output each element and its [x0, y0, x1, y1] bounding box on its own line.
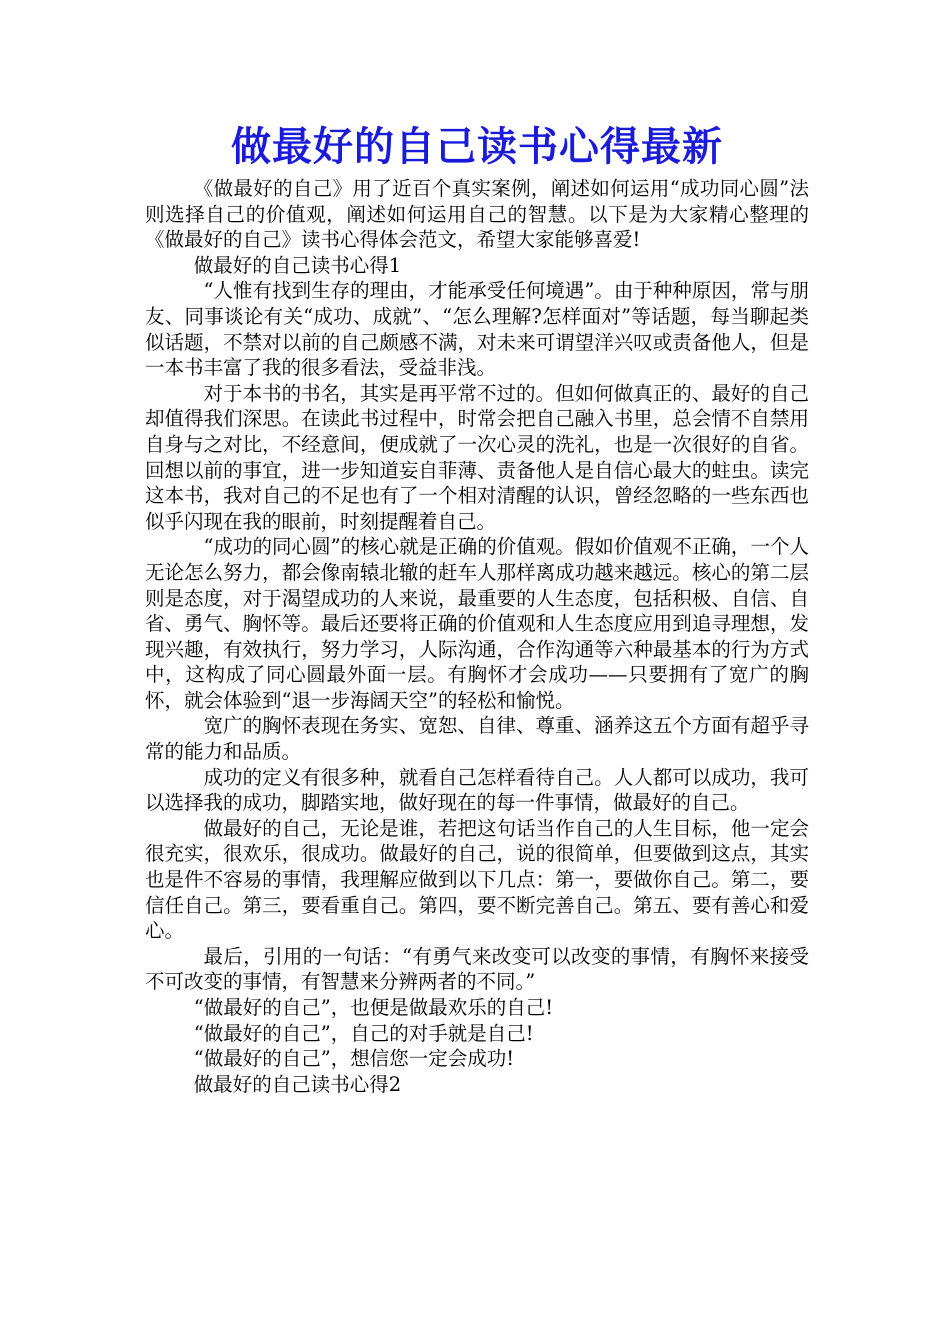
paragraph: 做最好的自己，无论是谁，若把这句话当作自己的人生目标，他一定会很充实，很欢乐，很成功。做最好的自己，说的很简单，但要做到这点，其实也是件不容易的事情，我理解应做到以下几点：第一，要做你自己。第二，要信任自己。第三，要看重自己。第四，要不断完善自己。第五、要有善心和爱心。: [145, 816, 809, 943]
document-page: [145, 118, 809, 1097]
section-heading-1: 做最好的自己读书心得1: [193, 253, 402, 277]
paragraph: 最后，引用的一句话：“有勇气来改变可以改变的事情，有胸怀来接受不可改变的事情，有智慧来分辨两者的不同。”: [145, 944, 809, 994]
section-heading-2: 做最好的自己读书心得2: [193, 1072, 402, 1096]
document-body: [145, 176, 809, 1097]
paragraph: “人惟有找到生存的理由，才能承受任何境遇”。由于种种原因，常与朋友、同事谈论有关“成功、成就”、“怎么理解?怎样面对”等话题，每当聊起类似话题，不禁对以前的自己颇感不满，对未来可谓望洋兴叹或责备他人，但是一本书丰富了我的很多看法，受益非浅。: [145, 279, 809, 380]
paragraph: 对于本书的书名，其实是再平常不过的。但如何做真正的、最好的自己却值得我们深思。在读此书过程中，时常会把自己融入书里，总会情不自禁用自身与之对比，不经意间，便成就了一次心灵的洗礼，也是一次很好的自省。回想以前的事宜，进一步知道妄自菲薄、责备他人是自信心最大的蛀虫。读完这本书，我对自己的不足也有了一个相对清醒的认识，曾经忽略的一些东西也似乎闪现在我的眼前，时刻提醒着自己。: [145, 381, 809, 533]
paragraph: 成功的定义有很多种，就看自己怎样看待自己。人人都可以成功，我可以选择我的成功，脚踏实地，做好现在的每一件事情，做最好的自己。: [145, 765, 809, 815]
quote-line: “做最好的自己”，想信您一定会成功!: [193, 1047, 515, 1071]
quote-line: “做最好的自己”，自己的对手就是自己!: [193, 1021, 534, 1045]
document-title: 做最好的自己读书心得最新: [231, 124, 723, 170]
paragraph: “成功的同心圆”的核心就是正确的价值观。假如价值观不正确，一个人无论怎么努力，都会像南辕北辙的赶车人那样离成功越来越远。核心的第二层则是态度，对于渴望成功的人来说，最重要的人生态度，包括积极、自信、自省、勇气、胸怀等。最后还要将正确的价值观和人生态度应用到追寻理想，发现兴趣，有效执行，努力学习，人际沟通，合作沟通等六种最基本的行为方式中，这构成了同心圆最外面一层。有胸怀才会成功——只要拥有了宽广的胸怀，就会体验到“退一步海阔天空”的轻松和愉悦。: [145, 535, 809, 712]
paragraph-intro: 《做最好的自己》用了近百个真实案例，阐述如何运用“成功同心圆”法则选择自己的价值观，阐述如何运用自己的智慧。以下是为大家精心整理的《做最好的自己》读书心得体会范文，希望大家能够喜爱!: [145, 177, 809, 252]
paragraph: 宽广的胸怀表现在务实、宽恕、自律、尊重、涵养这五个方面有超乎寻常的能力和品质。: [145, 714, 809, 764]
quote-line: “做最好的自己”，也便是做最欢乐的自己!: [193, 996, 554, 1019]
